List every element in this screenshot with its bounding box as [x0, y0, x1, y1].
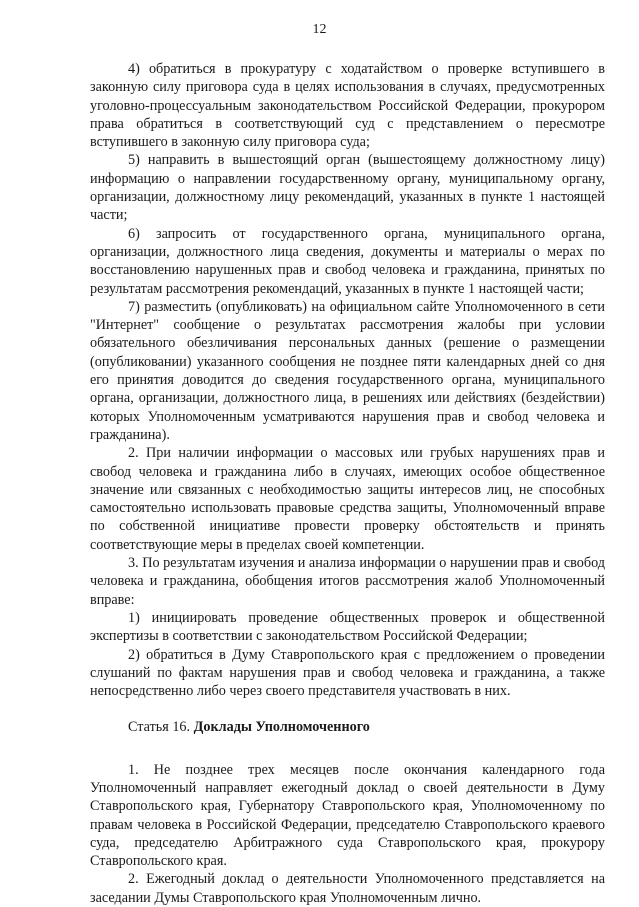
- paragraph-part-3-item-1: 1) инициировать проведение общественных проверок и общественной экспертизы в соответствии с законодательством Российской Федерации;: [90, 609, 605, 645]
- paragraph-item-4: 4) обратиться в прокуратуру с ходатайством о проверке вступившего в законную силу приговора суда в целях использования в случаях, предусмотренных уголовно-процессуальным законодательством Российской Федерации, прокурором права обратиться в соответствующий суд с представлением о пересмотре вступившего в законную силу приговора суда;: [90, 61, 605, 151]
- paragraph-part-3-item-2: 2) обратиться в Думу Ставропольского края с предложением о проведении слушаний по фактам нарушения прав и свобод человека и гражданина, а также непосредственно либо через своего представителя участвовать в них.: [90, 646, 605, 700]
- article-16-part-1: 1. Не позднее трех месяцев после окончания календарного года Уполномоченный направляет ежегодный доклад о своей деятельности в Думу Ставропольского края, Губернатору Ставропольского края, Уполномоченному по правам человека в Российской Федерации, председателю Ставропольского краевого суда, председателю Арбитражного суда Ставропольского края, прокурору Ставропольского края.: [90, 761, 605, 870]
- article-heading: [90, 718, 605, 736]
- document-body: [90, 60, 605, 907]
- article-number: Статья 16.: [128, 719, 194, 736]
- page-number: 12: [312, 22, 327, 37]
- article-title: Доклады Уполномоченного: [193, 719, 370, 736]
- paragraph-item-7: 7) разместить (опубликовать) на официальном сайте Уполномоченного в сети "Интернет" сообщение о результатах рассмотрения жалобы при условии обязательного обезличивания персональных данных (решение о размещении (опубликовании) указанного сообщения не позднее пяти календарных дней со дня его принятия доводится до сведения государственного органа, муниципального органа, организации, должностного лица, в решениях или действиях (бездействии) которых Уполномоченным усматриваются нарушения прав и свобод человека и гражданина).: [90, 298, 605, 443]
- paragraph-item-6: 6) запросить от государственного органа, муниципального органа, организации, должностного лица сведения, документы и материалы о мерах по восстановлению нарушенных прав и свобод человека и гражданина, принятых по результатам рассмотрения рекомендаций, указанных в пункте 1 настоящей части;: [90, 225, 605, 297]
- paragraph-item-5: 5) направить в вышестоящий орган (вышестоящему должностному лицу) информацию о направлении государственному органу, муниципальному органу, организации, должностному лицу рекомендаций, указанных в пункте 1 настоящей части;: [90, 152, 605, 224]
- paragraph-part-3: 3. По результатам изучения и анализа информации о нарушении прав и свобод человека и гражданина, обобщения итогов рассмотрения жалоб Уполномоченный вправе:: [90, 555, 605, 608]
- paragraph-part-2: 2. При наличии информации о массовых или грубых нарушениях прав и свобод человека и гражданина либо в случаях, имеющих особое общественное значение или связанных с необходимостью защиты интересов лиц, не способных самостоятельно использовать правовые средства защиты, Уполномоченный вправе по собственной инициативе провести проверку обстоятельств и принять соответствующие меры в пределах своей компетенции.: [90, 445, 605, 553]
- article-16-part-2: 2. Ежегодный доклад о деятельности Уполномоченного представляется на заседании Думы Ставропольского края Уполномоченным лично.: [90, 871, 605, 906]
